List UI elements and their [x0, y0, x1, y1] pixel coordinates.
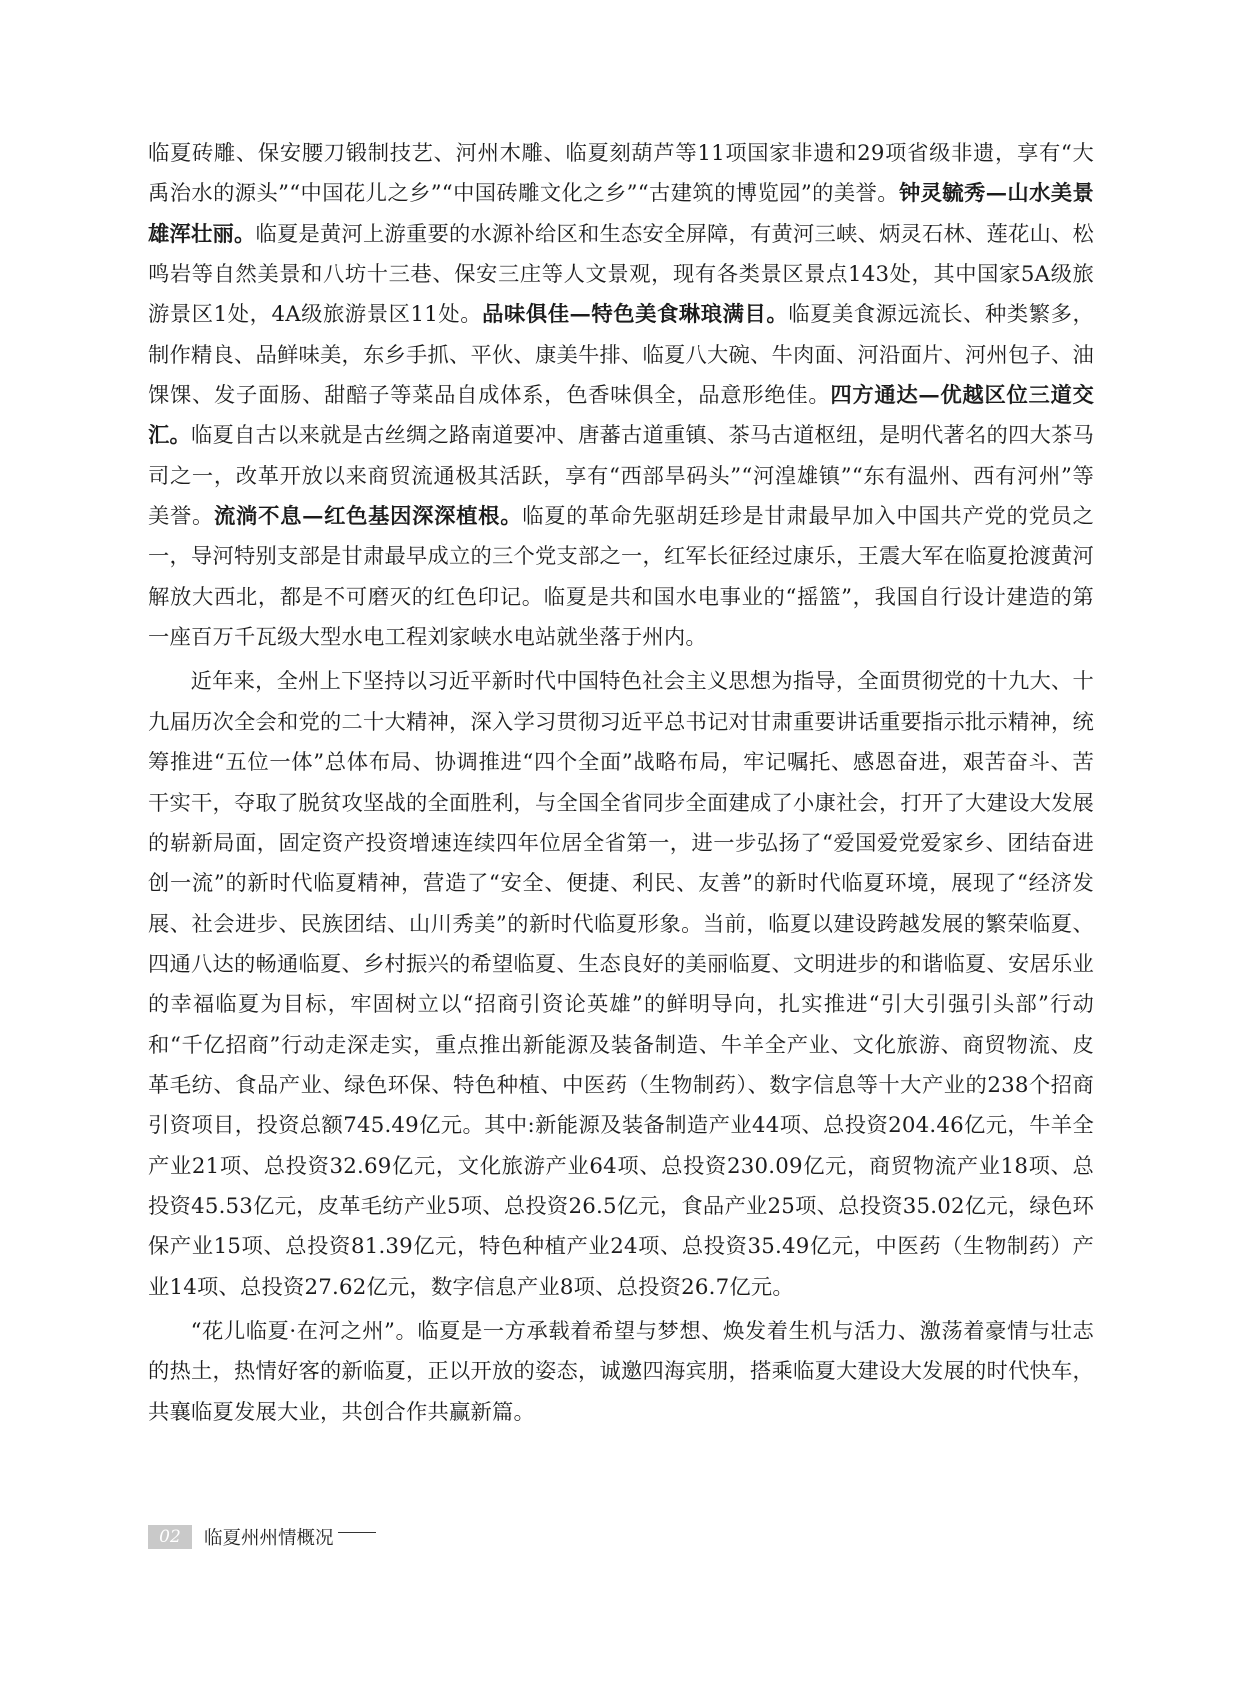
body-text: 临夏自古以来就是古丝绸之路南道要冲、唐蕃古道重镇、茶马古道枢纽，是明代著名的四大茶马司之一，改革开放以来商贸流通极其活跃，享有“西部旱码头”“河湟雄镇”“东有温州、西有河州”等美誉。 [148, 423, 1094, 530]
body-text: 临夏砖雕、保安腰刀锻制技艺、河州木雕、临夏刻葫芦等11项国家非遗和29项省级非遗，享有“大禹治水的源头”“中国花儿之乡”“中国砖雕文化之乡”“古建筑的博览园”的美誉。 [148, 141, 1094, 207]
page-footer [148, 1523, 376, 1551]
body-text: 临夏的革命先驱胡廷珍是甘肃最早加入中国共产党的党员之一，导河特别支部是甘肃最早成立的三个党支部之一，红军长征经过康乐，王震大军在临夏抢渡黄河解放大西北，都是不可磨灭的红色印记。临夏是共和国水电事业的“摇篮”，我国自行设计建造的第一座百万千瓦级大型水电工程刘家峡水电站就坐落于州内。 [148, 504, 1095, 651]
section-heading-food: 品味俱佳—特色美食琳琅满目。 [482, 302, 789, 328]
paragraph-overview [148, 134, 1094, 658]
body-text: 临夏美食源远流长、种类繁多，制作精良、品鲜味美，东乡手抓、平伙、康美牛排、临夏八大碗、牛肉面、河沿面片、河州包子、油馃馃、发子面肠、甜醅子等菜品自成体系，色香味俱全，品意形绝佳。 [148, 302, 1094, 409]
section-heading-red-heritage: 流淌不息—红色基因深深植根。 [214, 504, 523, 530]
footer-rule [338, 1532, 376, 1533]
page-body [148, 134, 1094, 1433]
page-number: 02 [148, 1525, 192, 1549]
section-heading-location: 四方通达—优越区位三道交汇。 [148, 383, 1094, 449]
paragraph-development: 近年来，全州上下坚持以习近平新时代中国特色社会主义思想为指导，全面贯彻党的十九大、十九届历次全会和党的二十大精神，深入学习贯彻习近平总书记对甘肃重要讲话重要指示批示精神，统筹推进“五位一体”总体布局、协调推进“四个全面”战略布局，牢记嘱托、感恩奋进，艰苦奋斗、苦干实干，夺取了脱贫攻坚战的全面胜利，与全国全省同步全面建成了小康社会，打开了大建设大发展的崭新局面，固定资产投资增速连续四年位居全省第一，进一步弘扬了“爱国爱党爱家乡、团结奋进创一流”的新时代临夏精神，营造了“安全、便捷、利民、友善”的新时代临夏环境，展现了“经济发展、社会进步、民族团结、山川秀美”的新时代临夏形象。当前，临夏以建设跨越发展的繁荣临夏、四通八达的畅通临夏、乡村振兴的希望临夏、生态良好的美丽临夏、文明进步的和谐临夏、安居乐业的幸福临夏为目标，牢固树立以“招商引资论英雄”的鲜明导向，扎实推进“引大引强引头部”行动和“千亿招商”行动走深走实，重点推出新能源及装备制造、牛羊全产业、文化旅游、商贸物流、皮革毛纺、食品产业、绿色环保、特色种植、中医药（生物制药）、数字信息等十大产业的238个招商引资项目，投资总额745.49亿元。其中:新能源及装备制造产业44项、总投资204.46亿元，牛羊全产业21项、总投资32.69亿元，文化旅游产业64项、总投资230.09亿元，商贸物流产业18项、总投资45.53亿元，皮革毛纺产业5项、总投资26.5亿元，食品产业25项、总投资35.02亿元，绿色环保产业15项、总投资81.39亿元，特色种植产业24项、总投资35.49亿元，中医药（生物制药）产业14项、总投资27.62亿元，数字信息产业8项、总投资26.7亿元。 [148, 669, 1094, 1300]
paragraph-invitation: “花儿临夏·在河之州”。临夏是一方承载着希望与梦想、焕发着生机与活力、激荡着豪情与壮志的热土，热情好客的新临夏，正以开放的姿态，诚邀四海宾朋，搭乘临夏大建设大发展的时代快车，共襄临夏发展大业，共创合作共赢新篇。 [148, 1318, 1094, 1425]
body-text: 临夏是黄河上游重要的水源补给区和生态安全屏障，有黄河三峡、炳灵石林、莲花山、松鸣岩等自然美景和八坊十三巷、保安三庄等人文景观，现有各类景区景点143处，其中国家5A级旅游景区1处，4A级旅游景区11处。 [148, 221, 1094, 328]
section-heading-scenery: 钟灵毓秀—山水美景雄浑壮丽。 [148, 181, 1094, 247]
running-title: 临夏州州情概况 [204, 1528, 334, 1549]
